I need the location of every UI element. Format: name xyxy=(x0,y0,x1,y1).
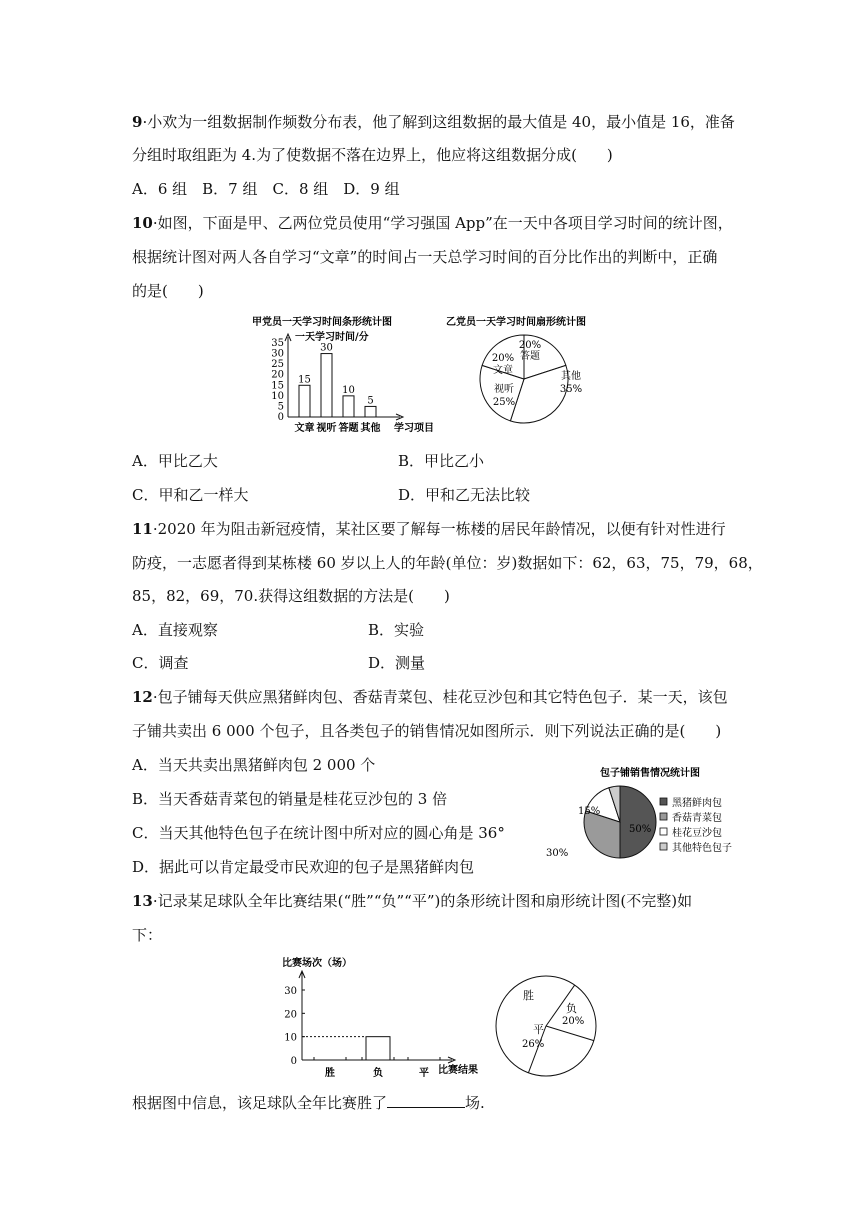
bar-视听 xyxy=(321,354,332,417)
bar-chart-bars xyxy=(298,343,376,417)
legend-swatch-桂花豆沙包 xyxy=(660,828,667,835)
q12-option-d: D．据此可以肯定最受市民欢迎的包子是黑猪鲜肉包 xyxy=(132,858,475,876)
bar-value-label: 10 xyxy=(342,384,355,396)
y-tick-label: 15 xyxy=(271,380,284,392)
pie-label-other: 其他 xyxy=(561,371,581,382)
bar-chart-title: 甲党员一天学习时间条形统计图 xyxy=(252,317,392,328)
bar-value-label: 30 xyxy=(320,342,333,354)
y-tick-label: 0 xyxy=(290,1056,297,1067)
q13-bar-categories xyxy=(325,1066,429,1079)
pie-chart-title: 乙党员一天学习时间扇形统计图 xyxy=(446,317,586,328)
q13-pie-label-loss: 负 xyxy=(566,1002,577,1015)
category-label: 胜 xyxy=(325,1068,335,1079)
q10-line3: 的是( ) xyxy=(132,282,204,300)
q12-option-a: A．当天共卖出黑猪鲜肉包 2 000 个 xyxy=(132,756,376,774)
legend-swatch-香菇青菜包 xyxy=(660,813,667,820)
q12-number: 12 xyxy=(132,688,153,706)
pie-label-video-pct: 25% xyxy=(492,397,516,408)
q10-number: 10 xyxy=(132,214,153,232)
pie-label-article-pct: 20% xyxy=(491,353,515,364)
bar-chart-categories xyxy=(295,421,381,434)
bar-负 xyxy=(366,1037,390,1060)
q10-line1: 10·如图，下面是甲、乙两位党员使用“学习强国 App”在一天中各项目学习时间的统计图， xyxy=(132,214,733,232)
y-tick-label: 30 xyxy=(284,986,297,997)
y-tick-label: 5 xyxy=(277,401,284,413)
q10-pie-chart xyxy=(444,310,614,430)
bar-value-label: 5 xyxy=(367,395,374,407)
q13-pie-label-draw-pct: 26% xyxy=(522,1039,545,1050)
q12-legend xyxy=(660,798,667,850)
q11-option-b: B．实验 xyxy=(368,621,425,639)
q13-pie-label-win: 胜 xyxy=(523,989,534,1002)
bar-答题 xyxy=(343,396,354,417)
y-tick-label: 20 xyxy=(284,1009,297,1021)
category-label: 视听 xyxy=(316,423,337,434)
legend-label-pork: 黑猪鲜肉包 xyxy=(672,798,722,809)
q9-number: 9 xyxy=(132,113,143,131)
q13-line1: 13·记录某足球队全年比赛结果(“胜”“负”“平”)的条形统计图和扇形统计图(不完整)如 xyxy=(132,892,693,910)
category-label: 答题 xyxy=(338,423,359,434)
bar-chart-ticks xyxy=(271,338,284,423)
legend-label-bean: 桂花豆沙包 xyxy=(672,828,722,839)
q11-line3: 85，82，69，70.获得这组数据的方法是( ) xyxy=(132,587,450,605)
y-tick-label: 0 xyxy=(277,412,284,423)
q13-bar-xlabel: 比赛结果 xyxy=(438,1065,478,1076)
y-tick-label: 20 xyxy=(271,369,284,381)
q10-option-a: A．甲比乙大 xyxy=(132,452,218,470)
q13-answer-line: 根据图中信息，该足球队全年比赛胜了 场. xyxy=(132,1094,485,1112)
q13-bar-bars xyxy=(302,1037,440,1060)
legend-swatch-黑猪鲜肉包 xyxy=(660,798,667,805)
q11-option-c: C．调查 xyxy=(132,654,189,672)
bar-value-label: 15 xyxy=(298,374,311,386)
q10-bar-chart xyxy=(248,310,448,440)
q10-option-d: D．甲和乙无法比较 xyxy=(398,486,531,504)
q11-option-a: A．直接观察 xyxy=(132,621,218,639)
bar-文章 xyxy=(299,385,310,417)
q13-pie-chart xyxy=(492,972,602,1082)
category-label: 平 xyxy=(419,1068,429,1079)
q11-line2: 防疫，一志愿者得到某栋楼 60 岁以上人的年龄(单位：岁)数据如下：62，63，75，79，68， xyxy=(132,554,763,572)
q12-pct-veg: 30% xyxy=(546,848,569,859)
q13-pie-label-loss-pct: 20% xyxy=(562,1016,585,1027)
q13-bar-ylabel: 比赛场次（场） xyxy=(282,958,352,969)
pie-label-answer-pct: 20% xyxy=(518,340,542,351)
q13-number: 13 xyxy=(132,892,153,910)
q12-pie-chart xyxy=(540,760,760,870)
q9-line1: 9·小欢为一组数据制作频数分布表，他了解到这组数据的最大值是 40，最小值是 16，准备 xyxy=(132,113,735,131)
bar-chart-xlabel: 学习项目 xyxy=(394,423,434,434)
pie-label-video: 视听 xyxy=(494,384,514,395)
pie-label-answer: 答题 xyxy=(520,351,540,362)
pie-slice-黑猪鲜肉包 xyxy=(620,786,656,858)
y-tick-label: 10 xyxy=(284,1032,297,1044)
q9-options: A．6 组 B．7 组 C．8 组 D．9 组 xyxy=(132,180,400,198)
q11-line1: 11·2020 年为阻击新冠疫情，某社区要了解每一栋楼的居民年龄情况，以便有针对性进行 xyxy=(132,520,726,538)
q12-option-c: C．当天其他特色包子在统计图中所对应的圆心角是 36° xyxy=(132,824,505,842)
q10-line2: 根据统计图对两人各自学习“文章”的时间占一天总学习时间的百分比作出的判断中，正确 xyxy=(132,248,718,266)
y-tick-label: 35 xyxy=(271,338,284,349)
category-label: 文章 xyxy=(294,423,315,434)
q12-chart-title: 包子铺销售情况统计图 xyxy=(600,768,700,779)
q10-option-c: C．甲和乙一样大 xyxy=(132,486,249,504)
q11-option-d: D．测量 xyxy=(368,654,426,672)
legend-label-veg: 香菇青菜包 xyxy=(672,813,722,824)
bar-其他 xyxy=(365,406,376,417)
q12-line2: 子铺共卖出 6 000 个包子，且各类包子的销售情况如图所示．则下列说法正确的是( ) xyxy=(132,722,722,740)
q13-line2: 下： xyxy=(132,926,163,944)
pie-label-article: 文章 xyxy=(493,365,513,376)
q9-line2: 分组时取组距为 4.为了使数据不落在边界上，他应将这组数据分成( ) xyxy=(132,146,613,164)
pie-label-other-pct: 35% xyxy=(559,384,583,395)
q12-pct-pork: 50% xyxy=(629,824,652,835)
q13-pie-label-draw: 平 xyxy=(533,1023,544,1036)
q12-option-b: B．当天香菇青菜包的销量是桂花豆沙包的 3 倍 xyxy=(132,790,448,808)
q11-number: 11 xyxy=(132,520,153,538)
q10-option-b: B．甲比乙小 xyxy=(398,452,485,470)
answer-blank[interactable] xyxy=(387,1093,465,1108)
legend-swatch-其他特色包子 xyxy=(660,843,667,850)
legend-label-other: 其他特色包子 xyxy=(672,843,732,854)
category-label: 其他 xyxy=(360,423,381,434)
y-tick-label: 10 xyxy=(271,390,284,402)
bar-chart-ylabel: 一天学习时间/分 xyxy=(295,332,369,343)
q12-pie-slices xyxy=(584,786,656,858)
q13-bar-chart xyxy=(268,952,478,1080)
y-tick-label: 25 xyxy=(271,359,284,371)
y-tick-label: 30 xyxy=(271,348,284,360)
q12-pct-bean: 15% xyxy=(578,806,601,817)
category-label: 负 xyxy=(373,1068,383,1079)
q12-line1: 12·包子铺每天供应黑猪鲜肉包、香菇青菜包、桂花豆沙包和其它特色包子．某一天，该包 xyxy=(132,688,728,706)
